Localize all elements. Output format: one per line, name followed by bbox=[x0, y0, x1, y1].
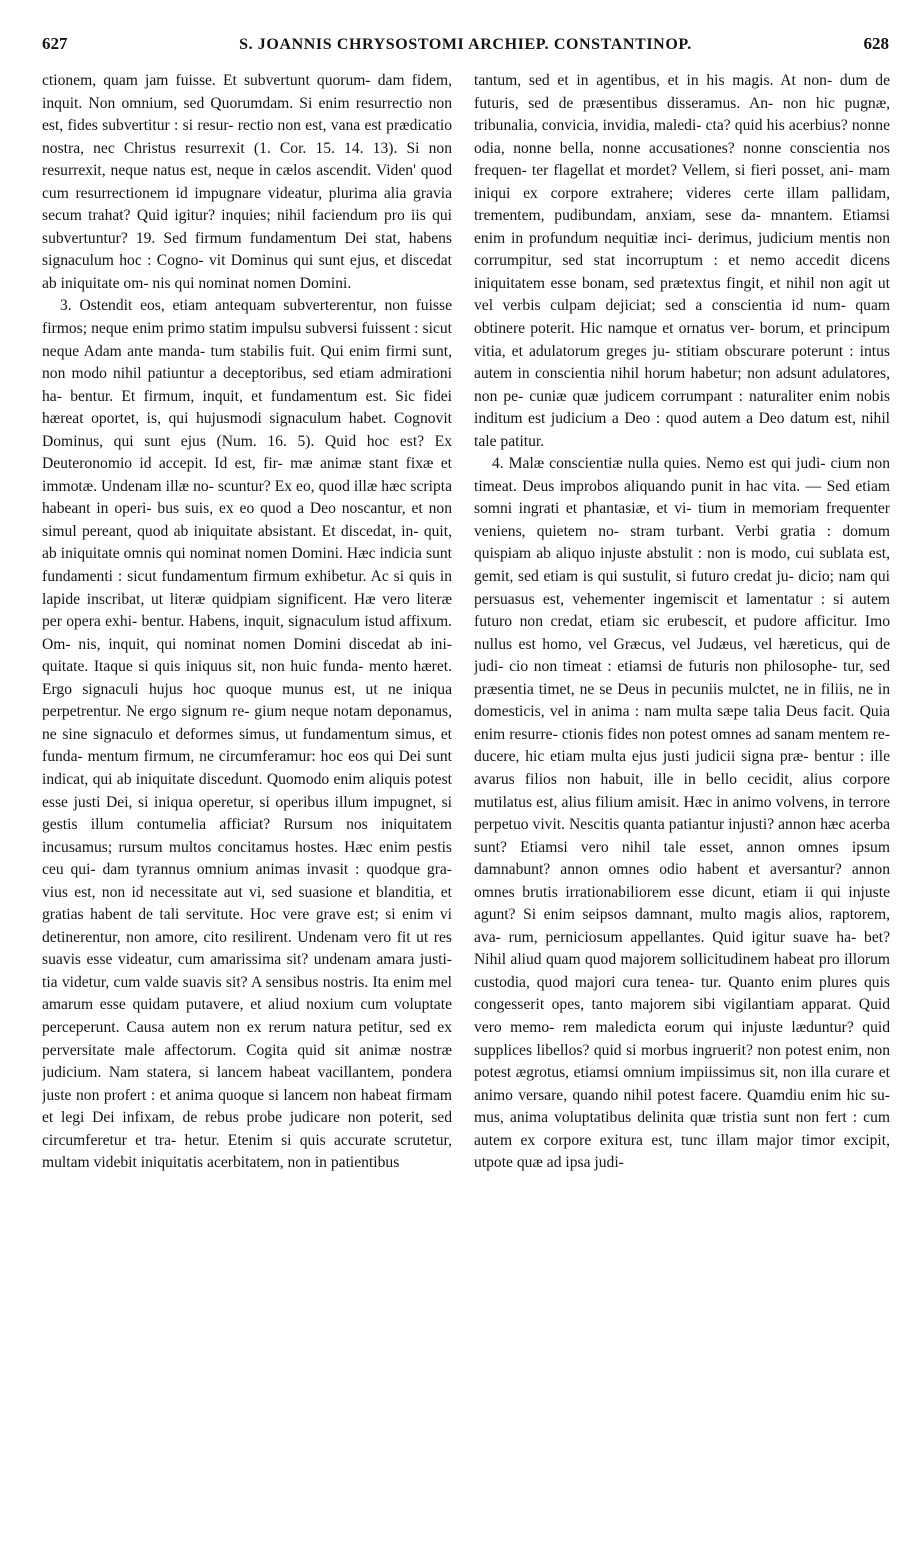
paragraph: tantum, sed et in agentibus, et in his magis. At non- dum de futuris, sed de præsentibus disseramus. An- non hic pugnæ, tribunalia, convicia, invidia, maledi- cta? quid his acerbius? nonne odia, nonne bella, nonne accusationes? nonne conscientia nos frequen- ter flagellat et mordet? Vellem, si fieri posset, ani- mam iniqui ex corpore extrahere; videres certe illam pallidam, trementem, pudibundam, anxiam, sese da- mnantem. Etiamsi enim in profundum nequitiæ inci- derimus, judicium mentis non corrumpitur, sed stat incorruptum : et nemo accedit dicens iniquitatem esse bonam, sed prætextus fingit, et nihil non agit ut vel verbis culpam dejiciat; sed a conscientia id num- quam obtinere poterit. Hic namque et ornatus ver- borum, et principum vitia, et adulatorum greges ju- stitiam obscurare poterunt : intus autem in conscientia nihil horum habetur; non adsunt adulatores, non pe- cuniæ quæ judicem corrumpant : naturaliter enim nobis inditum est judicium a Deo : quod autem a Deo datum est, nihil tale patitur. bbox=[474, 72, 890, 450]
page-number-left: 627 bbox=[42, 34, 68, 53]
paragraph: 4. Malæ conscientiæ nulla quies. Nemo est qui judi- cium non timeat. Deus improbos aliquando punit in hac vita. — Sed etiam somni ingrati et phantasiæ, et vi- tium in memoriam frequenter veniens, quietem no- stram turbant. Verbi gratia : domum quispiam ab aliquo injuste abstulit : non is modo, cui sublata est, gemit, sed etiam is qui sustulit, si futuro credat ju- dicio; nam qui persuasus est, vehementer ingemiscit et lamentatur : si autem futuro non credat, etiam sic erubescit, et pudore afficitur. Imo nullus est homo, vel Græcus, vel Judæus, vel hæreticus, qui de judi- cio non timeat : etiamsi de futuris non philosophe- tur, sed præsentia timet, ne se Deus in pecuniis mulctet, ne in filiis, ne in domesticis, vel in anima : nam multa sæpe talia Deus facit. Quia enim resurre- ctionis fides non potest omnes ad sanam mentem re- ducere, hic etiam multa ejus justi judicii signa præ- bentur : ille avarus filios non habuit, ille in bello cecidit, alius corpore mutilatus est, alius filium amisit. Hæc in animo volvens, in terrore perpetuo vivit. Nescitis quanta patiantur injusti? annon hæc acerba sunt? Etiamsi vero nihil tale esset, annon omnes ipsum damnabunt? annon omnes odio habent et aversantur? annon omnes brutis irrationabiliorem esse dicunt, etiam ii qui injuste agunt? Si enim seipsos damnant, multo magis alios, raptorem, ava- rum, perniciosum appellantes. Quid igitur suave ha- bet? Nihil aliud quam quod majorem sollicitudinem habeat pro illorum custodia, quod majori cura tenea- tur. Quanto enim plures quis congesserit opes, tanto majorem sibi vigilantiam apparat. Quid vero memo- rem maledicta eorum qui injuste læduntur? quid supplices libellos? quid si morbus ingruerit? non potest enim, non potest ægrotus, etiamsi omnium impiissimus sit, non illa curare et animo versare, quando nihil potest facere. Quamdiu enim hic su- mus, anima voluptatibus delinita quæ tristia sunt non fert : cum autem ex corpore exitura est, tunc illam major timor excipit, utpote quæ ad ipsa judi- bbox=[474, 455, 890, 1172]
paragraph: 3. Ostendit eos, etiam antequam subverterentur, non fuisse firmos; neque enim primo statim impulsu subversi fuissent : sicut neque Adam ante manda- tum stabilis fuit. Qui enim firmi sunt, non modo nihil patiuntur a deceptoribus, sed etiam admirationi ha- bentur. Et firmum, inquit, et fundamentum est. Sic fidei hæreat oportet, is, qui hujusmodi signaculum habet. Cognovit Dominus, qui sunt ejus (Num. 16. 5). Quid hoc est? Ex Deuteronomio id accepit. Id est, fir- mæ animæ stant fixæ et immotæ. Undenam illæ no- scuntur? Ex eo, quod illæ hæc scripta habeant in operi- bus suis, ex eo quod a Deo noscantur, et non simul pereant, quod ab iniquitate absistant. Et discedat, in- quit, ab iniquitate omnis qui nominat nomen Domini. Hæc indicia sunt fundamenti : sicut fundamentum firmum exhibetur. Ac si quis in lapide inscribat, ut literæ quidpiam significent. Hæ vero literæ per opera exhi- bentur. Habens, inquit, signaculum istud affixum. Om- nis, inquit, qui nominat nomen Domini discedat ab ini- quitate. Itaque si quis iniquus sit, non huic funda- mento hæret. Ergo signaculi hujus hoc quoque munus est, ut ne iniqua perpetrentur. Ne ergo signum re- gium neque notam deponamus, ne sine signaculo et deformes simus, ut fundamentum simus, et funda- mentum firmum, ne circumferamur: hoc eos qui Dei sunt indicat, qui ab iniquitate discedunt. Quomodo enim aliquis potest esse justi Dei, si iniqua operetur, si operibus illum impugnet, si gestis illum contumelia afficiat? Rursum nos iniquitatem incusamus; rursum multos concitamus hostes. Hæc enim pestis ceu qui- dam tyrannus omnium animas invasit : quodque gra- vius est, non id necessitate aut vi, sed suasione et blanditia, et gratias habent de tali servitute. Hoc vere grave est; si enim vi detinerentur, non amore, cito resilirent. Undenam vero fit ut res suavis esse videatur, cum amarissima sit? undenam amara justi- tia videtur, cum valde suavis sit? A sensibus nostris. Ita enim mel amarum esse quidam putavere, et aliud noxium cum voluptate perceperunt. Causa autem non ex rerum natura petitur, sed ex perversitate male affectorum. Cogita quid sit animæ nostræ judicium. Nam statera, si lancem habeat vacillantem, pondera juste non profert : et anima quoque si lancem non habeat firmam et legi Dei infixam, de rebus probe judicare non poterit, sed circumferetur et tra- hetur. Etenim si quis accurate scrutetur, multam videbit iniquitatis acerbitatem, non in patientibus bbox=[42, 297, 452, 1172]
running-header bbox=[42, 34, 889, 60]
paragraph: ctionem, quam jam fuisse. Et subvertunt quorum- dam fidem, inquit. Non omnium, sed Quorumdam. Si enim resurrectio non est, fides subvertitur : si resur- rectio non est, vana est prædicatio nostra, nec Christus resurrexit (1. Cor. 15. 14. 13). Si non resurrexit, neque natus est, neque in cælos ascendit. Viden' quod cum resurrectionem id impugnare videatur, plurima alia gravia secum trahat? Quid igitur? inquies; nihil faciendum pro iis qui subvertuntur? 19. Sed firmum fundamentum Dei stat, habens signaculum hoc : Cogno- vit Dominus qui sunt ejus, et discedat ab iniquitate om- nis qui nominat nomen Domini. bbox=[42, 72, 452, 292]
page-number-right: 628 bbox=[863, 34, 889, 53]
right-column bbox=[474, 70, 890, 1535]
running-title: S. JOANNIS CHRYSOSTOMI ARCHIEP. CONSTANTINOP. bbox=[239, 36, 692, 53]
left-column bbox=[42, 70, 452, 1535]
